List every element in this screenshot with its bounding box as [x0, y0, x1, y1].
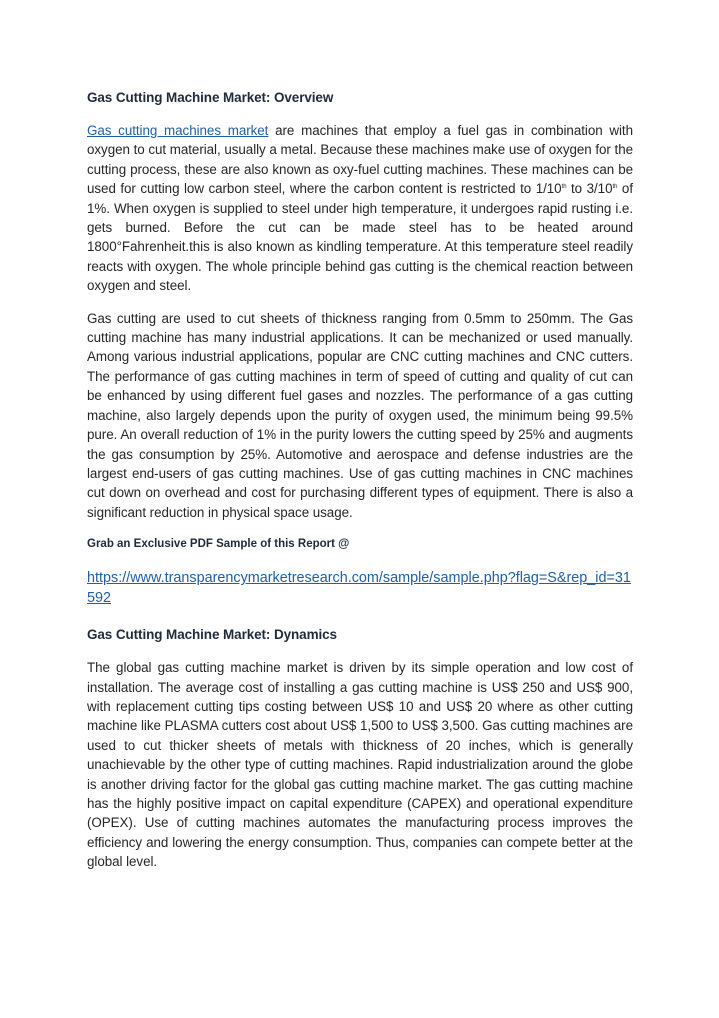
document-page [87, 88, 633, 872]
sample-url-container [87, 568, 633, 608]
overview-paragraph-2: Gas cutting are used to cut sheets of thickness ranging from 0.5mm to 250mm. The Gas cutting machine has many industrial applications. It can be mechanized or used manually. Among various industrial applications, popular are CNC cutting machines and CNC cutters. The performance of gas cutting machines in term of speed of cutting and quality of cut can be enhanced by using different fuel gases and nozzles. The performance of a gas cutting machine, also largely depends upon the purity of oxygen used, the minimum being 99.5% pure. An overall reduction of 1% in the purity lowers the cutting speed by 25% and augments the gas consumption by 25%. Automotive and aerospace and defense industries are the largest end-users of gas cutting machines. Use of gas cutting machines in CNC machines cut down on overhead and cost for purchasing different types of equipment. There is also a significant reduction in physical space usage. [87, 310, 633, 520]
sample-url-link[interactable]: https://www.transparencymarketresearch.com/sample/sample.php?flag=S&rep_id=31592 [87, 570, 631, 607]
dynamics-heading: Gas Cutting Machine Market: Dynamics [87, 627, 337, 643]
overview-text-2: to 3/10 [566, 181, 613, 197]
superscript-th-2: th [612, 184, 618, 191]
overview-text-3: of 1%. When oxygen is supplied to steel under high temperature, it undergoes rapid rusting i.e. gets burned. Before the cut can be made steel has to be heated around 1800°Fahrenheit.this is also known as kindling temperature. At this temperature steel readily reacts with oxygen. The whole principle behind gas cutting is the chemical reaction between oxygen and steel. [87, 181, 633, 294]
overview-paragraph-1 [87, 121, 633, 296]
dynamics-paragraph-1: The global gas cutting machine market is driven by its simple operation and low cost of installation. The average cost of installing a gas cutting machine is US$ 250 and US$ 900, with replacement cutting tips costing between US$ 10 and US$ 20 where as other cutting machine like PLASMA cutters cost about US$ 1,500 to US$ 3,500. Gas cutting machines are used to cut thicker sheets of metals with thickness of 20 inches, which is generally unachievable by the other type of cutting machines. Rapid industrialization around the globe is another driving factor for the global gas cutting machine market. The gas cutting machine has the highly positive impact on capital expenditure (CAPEX) and operational expenditure (OPEX). Use of cutting machines automates the manufacturing process improves the efficiency and lowering the energy consumption. Thus, companies can compete better at the global level. [87, 660, 633, 870]
market-link[interactable]: Gas cutting machines market [87, 123, 269, 138]
superscript-th-1: th [561, 184, 567, 191]
sample-label: Grab an Exclusive PDF Sample of this Report @ [87, 538, 350, 551]
overview-text-1: are machines that employ a fuel gas in combination with oxygen to cut material, usually a metal. Because these machines make use of oxygen for the cutting process, these are also known as oxy-fuel cutting machines. These machines can be used for cutting low carbon steel, where the carbon content is restricted to 1/10 [87, 123, 633, 197]
overview-heading: Gas Cutting Machine Market: Overview [87, 90, 334, 105]
